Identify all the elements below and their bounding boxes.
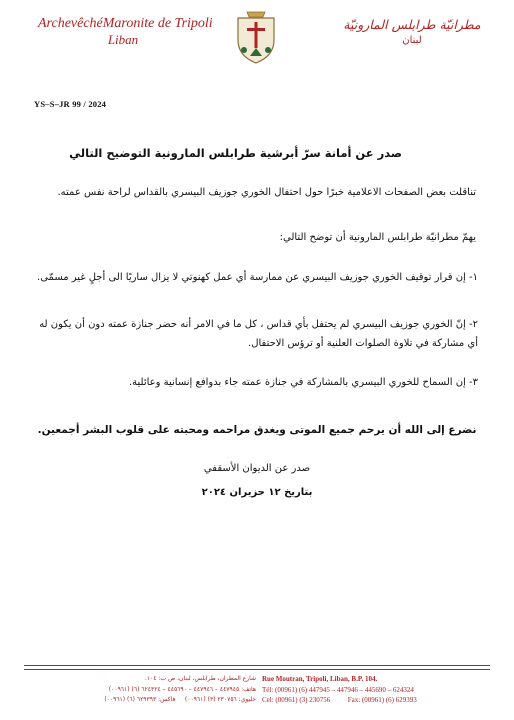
footer-address: Rue Moutran, Tripoli, Liban, B.P. 104. xyxy=(262,675,378,683)
letterhead-french xyxy=(38,16,213,48)
footer-phone: Tél: (00961) (6) 447945 – 447946 – 445690 – 624324 xyxy=(262,685,414,694)
issuer-line: صدر عن الديوان الأسقفي xyxy=(203,463,311,474)
point-2: ٢- إنّ الخوري جوزيف البيسري لم يحتفل بأي قداس ، كل ما في الامر أنه حضر جنازة عمته دون أن يكون له أي مشاركة في تلاوة الصلوات العلنية أو ترؤس الاحتفال. xyxy=(39,319,478,349)
letterhead-arabic-name: مطرانيّة طرابلس المارونيّة xyxy=(343,17,481,32)
maronite-crest-icon xyxy=(230,6,282,66)
closing-prayer: نضرع إلى الله أن يرحم جميع الموتى ويغدق مراحمه ومحبته على قلوب البشر أجمعين. xyxy=(37,424,477,436)
statement-title: صدر عن أمانة سرّ أبرشية طرابلس المارونية التوضيح التالي xyxy=(69,146,402,160)
footer-contact-arabic xyxy=(26,674,256,706)
footer-contact-french xyxy=(262,674,492,706)
footer-mobile-fax-arabic: خليوي: ٢٣٠٧٥٦ (٣) (٠٠٩٦١) فاكس: ٦٢٩٣٩٣ (٦) (٠٠٩٦١) xyxy=(104,696,256,703)
footer-phone-arabic: هاتف: ٤٤٧٩٤٥ – ٤٤٧٩٤٦ – ٤٤٥٦٩٠ – ٦٢٤٣٢٤ (٦) (٠٠٩٦١) xyxy=(108,685,256,693)
footer-divider-top xyxy=(24,665,490,666)
reference-number: YS–S–JR 99 / 2024 xyxy=(34,99,107,109)
point-3: ٣- إن السماح للخوري البيسري بالمشاركة في جنازة عمته جاء بدوافع إنسانية وعائلية. xyxy=(128,377,478,388)
letterhead-french-country: Liban xyxy=(107,32,139,47)
letterhead-arabic-country: لبنان xyxy=(402,35,422,46)
point-1: ١- إن قرار توقيف الخوري جوزيف البيسري عن ممارسة أي عمل كهنوتي لا يزال ساريًا الى أجلٍ غير مسمّى. xyxy=(37,272,478,283)
paragraph-intro: يهمّ مطرانيّة طرابلس المارونية أن توضح التالي: xyxy=(279,232,476,243)
footer-divider-bottom xyxy=(24,669,490,670)
letterhead-arabic xyxy=(332,16,492,48)
footer-mobile-fax: Cel: (00961) (3) 230756 Fax: (00961) (6) 629393 xyxy=(262,696,417,704)
letterhead-french-name: ArchevêchéMaronite de Tripoli xyxy=(38,16,213,31)
footer-address-arabic: شارع المطران، طرابلس، لبنان، ص ب: ١٠٤. xyxy=(144,675,256,682)
issue-date: بتاريخ ١٢ حزيران ٢٠٢٤ xyxy=(201,487,313,498)
paragraph-news: تناقلت بعض الصفحات الاعلامية خبرًا حول احتفال الخوري جوزيف البيسري بالقداس لراحة نفس عمته. xyxy=(57,187,476,198)
